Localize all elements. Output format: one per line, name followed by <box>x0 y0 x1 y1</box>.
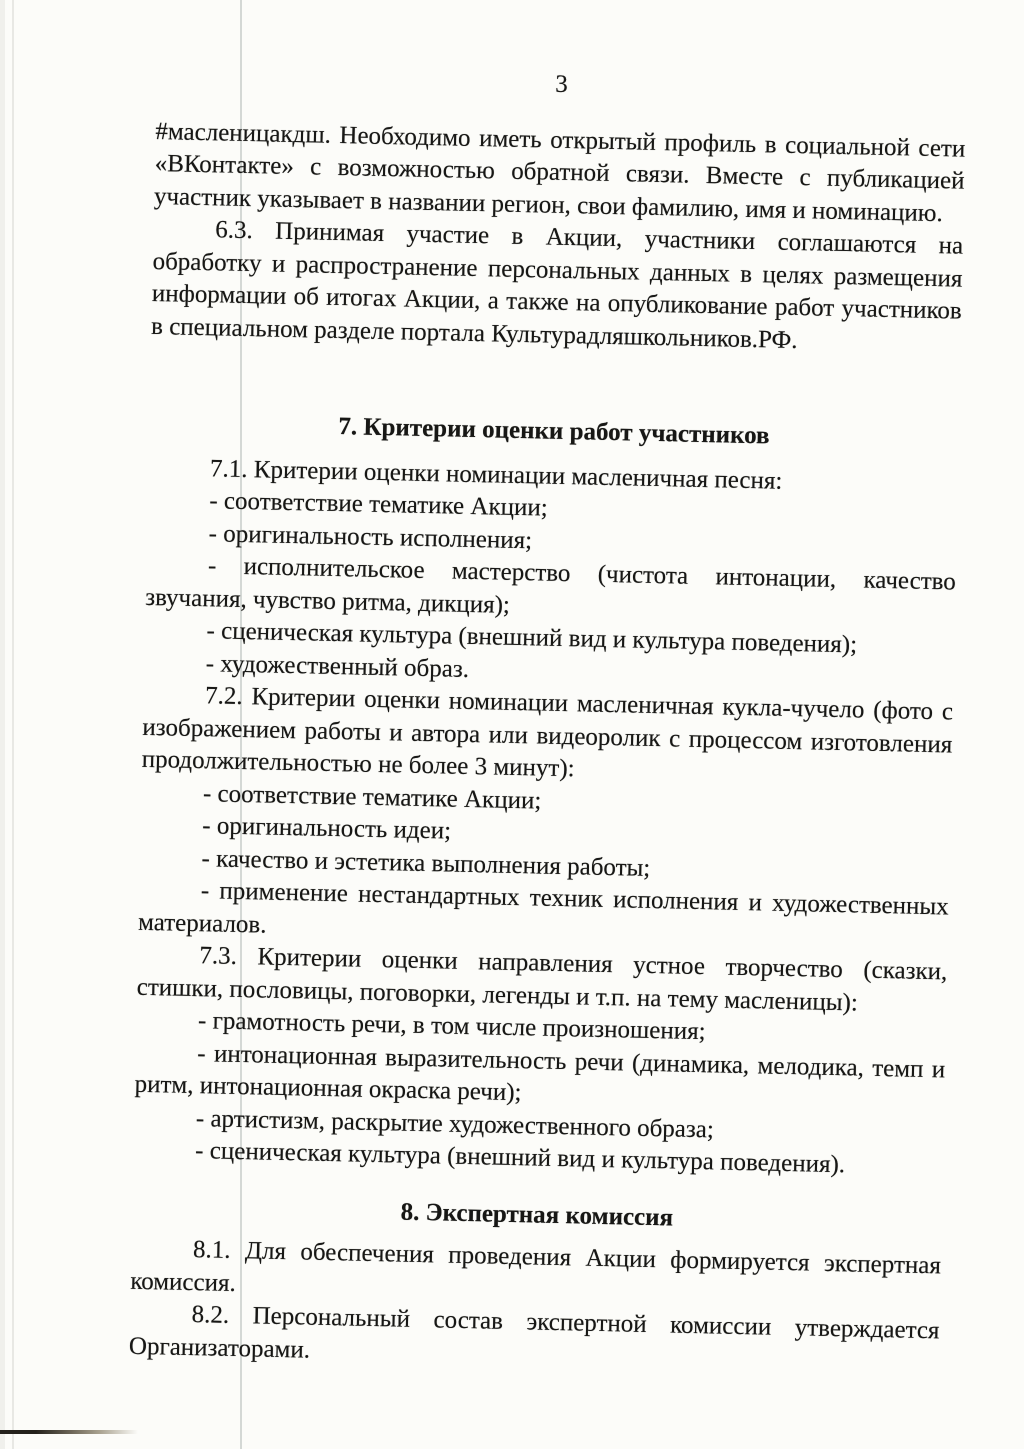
scan-artifact-line <box>0 1430 138 1434</box>
clause-7-2: 7.2. Критерии оценки номинации масленичная кукла-чучело (фото с изображением работы и автора или видеоролик с процессом изготовления продолжительностью не более 3 минут): <box>141 682 954 783</box>
criterion-7-3-3: - артистизм, раскрытие художественного образа; <box>195 1104 715 1143</box>
criterion-7-1-5: - художественный образ. <box>205 649 470 683</box>
criterion-7-1-4: - сценическая культура (внешний вид и культура поведения); <box>206 617 858 659</box>
clause-8-2: 8.2. Персональный состав экспертной комиссии утверждается Организаторами. <box>128 1301 940 1364</box>
clause-7-3: 7.3. Критерии оценки направления устное творчество (сказки, стишки, пословицы, поговорки, легенды и т.п. на тему масленицы): <box>136 942 948 1017</box>
criterion-7-1-3: - исполнительское мастерство (чистота интонации, качество звучания, чувство ритма, дикция); <box>144 552 957 619</box>
clause-7-1: 7.1. Критерии оценки номинации масленичная песня: <box>209 454 783 495</box>
criterion-7-1-2: - оригинальность исполнения; <box>208 519 533 554</box>
criterion-7-1-1: - соответствие тематике Акции; <box>209 487 549 522</box>
page-number: 3 <box>555 70 569 98</box>
criterion-7-2-4: - применение нестандартных техник исполнения и художественных материалов. <box>137 877 950 939</box>
criterion-7-2-3: - качество и эстетика выполнения работы; <box>201 844 651 882</box>
clause-8-1: 8.1. Для обеспечения проведения Акции формируется экспертная комиссия. <box>130 1236 942 1297</box>
paragraph-continuation: #масленицакдш. Необходимо иметь открытый профиль в социальной сети «ВКонтакте» с возможностью обратной связи. Вместе с публикацией участник указывает в названии регион, свои фамилию, имя и номинацию. <box>153 117 966 227</box>
criterion-7-3-1: - грамотность речи, в том числе произношения; <box>197 1007 706 1046</box>
clause-6-3: 6.3. Принимая участие в Акции, участники соглашаются на обработку и распространение персональных данных в целях размещения информации об итогах Акции, а также на опубликование работ участников в специальном разделе портала Культурадляшкольников.РФ. <box>150 216 964 354</box>
criterion-7-3-4: - сценическая культура (внешний вид и культура поведения). <box>194 1137 846 1179</box>
scan-edge-line <box>12 0 14 1449</box>
section-8-heading: 8. Экспертная комиссия <box>400 1198 674 1232</box>
scan-edge-shadow <box>0 0 5 1449</box>
criterion-7-3-2: - интонационная выразительность речи (динамика, мелодика, темп и ритм, интонационная окраска речи); <box>134 1039 946 1107</box>
criterion-7-2-2: - оригинальность идеи; <box>202 812 452 845</box>
section-7-heading: 7. Критерии оценки работ участников <box>338 413 770 450</box>
page-content <box>129 60 967 1380</box>
criterion-7-2-1: - соответствие тематике Акции; <box>202 779 542 815</box>
